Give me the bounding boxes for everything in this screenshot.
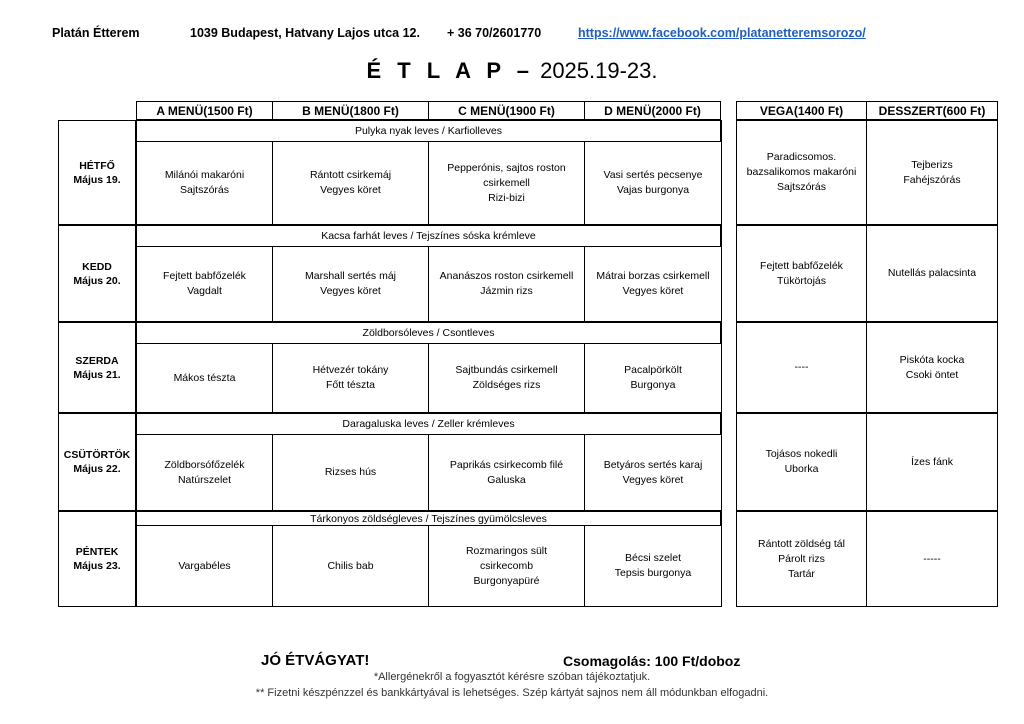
col-header-a: A MENÜ(1500 Ft) [136,101,273,120]
vega-cell [736,225,867,322]
dish-line: Főtt tészta [325,379,376,391]
dish-line: Sajtbundás csirkemell [455,364,558,376]
dish-line: Rizi-bizi [488,191,525,204]
menu-b-cell [272,246,429,322]
menu-d-cell [584,525,722,607]
dish-line: Chilis bab [327,559,374,572]
col-header-d: D MENÜ(2000 Ft) [584,101,721,120]
vega-cell [736,322,867,413]
col-header-c: C MENÜ(1900 Ft) [428,101,585,120]
dish-line: Tepsis burgonya [614,567,692,579]
dish-line: Fahéjszórás [903,173,961,186]
soup-of-the-day: Daragaluska leves / Zeller krémleves [136,413,721,435]
packaging-price: Csomagolás: 100 Ft/doboz [563,653,741,669]
menu-b-cell [272,141,429,225]
dish-line: csirkemell [483,176,530,189]
dish-line: Vegyes köret [622,473,684,486]
dish-line: csirkecomb [479,559,534,572]
dish-line: Uborka [784,463,819,475]
soup-of-the-day: Zöldborsóleves / Csontleves [136,322,721,344]
restaurant-phone: + 36 70/2601770 [447,26,542,40]
dish-line: Fejtett babfőzelék [163,270,246,282]
dish-line: Vajas burgonya [616,184,690,196]
menu-b-cell [272,434,429,511]
menu-c-cell [428,343,585,413]
menu-a-cell [136,141,273,225]
menu-d-cell [584,141,722,225]
day-label [58,511,136,607]
day-date: Május 22. [73,463,121,475]
dish-line: Mátrai borzas csirkemell [596,270,710,282]
dish-line: Sajtszórás [776,181,827,193]
dish-line: Vegyes köret [320,285,381,297]
greeting: JÓ ÉTVÁGYAT! [261,652,370,669]
dish-line: Vegyes köret [622,285,684,297]
menu-a-cell [136,343,273,413]
dish-line: Tükörtojás [776,274,827,287]
day-name: HÉTFŐ [79,159,115,172]
dish-line: Vasi sertés pecsenye [603,169,703,181]
dish-line: Rántott csirkemáj [309,169,392,181]
menu-d-cell [584,343,722,413]
day-name: SZERDA [75,354,119,367]
dish-line: Pepperónis, sajtos roston [447,161,566,174]
dish-line: Nutellás palacsinta [887,267,977,279]
dessert-cell [866,511,998,607]
dish-line: Ízes fánk [910,455,954,468]
day-label [58,322,136,413]
allergen-note: *Allergénekről a fogyasztót kérésre szóban tájékoztatjuk. [373,671,651,683]
dish-line: bazsalikomos makaróni [746,166,857,178]
vega-cell [736,413,867,511]
dish-line: Bécsi szelet [624,552,682,564]
menu-a-cell [136,246,273,322]
menu-c-cell [428,141,585,225]
menu-c-cell [428,246,585,322]
dish-line: Marshall sertés máj [304,270,397,282]
dish-line: Paprikás csirkecomb filé [449,458,564,471]
soup-of-the-day: Tárkonyos zöldségleves / Tejszínes gyümölcsleves [136,511,721,526]
vega-cell [736,120,867,225]
menu-b-cell [272,343,429,413]
dish-line: Zöldséges rizs [472,379,541,391]
dish-line: Vegyes köret [320,184,381,196]
menu-b-cell [272,525,429,607]
facebook-link[interactable]: https://www.facebook.com/platanetteremsorozo/ [578,26,866,40]
dish-line: Csoki öntet [905,368,959,381]
restaurant-address: 1039 Budapest, Hatvany Lajos utca 12. [190,26,420,40]
dessert-cell [866,120,998,225]
dish-line: ----- [923,552,941,565]
dish-line: Paradicsomos. [766,151,837,163]
day-label [58,120,136,225]
dish-line: Milánói makaróni [164,169,245,181]
dish-line: Rozmaringos sült [465,544,548,557]
dish-line: Rizses hús [324,466,377,478]
dish-line: Natúrszelet [177,473,232,486]
day-label [58,225,136,322]
payment-note: ** Fizetni készpénzzel és bankkártyával is lehetséges. Szép kártyát sajnos nem áll módunkban elfogadni. [255,687,769,699]
soup-of-the-day: Pulyka nyak leves / Karfiolleves [136,120,721,142]
soup-of-the-day: Kacsa farhát leves / Tejszínes sóska krémleve [136,225,721,247]
menu-c-cell [428,525,585,607]
dish-line: Vagdalt [187,285,222,297]
title-main: É T L A P – [366,58,534,83]
dish-line: Burgonyapüré [473,574,540,587]
dessert-cell [866,225,998,322]
dessert-cell [866,322,998,413]
dish-line: Burgonya [630,379,676,391]
dessert-cell [866,413,998,511]
vega-cell [736,511,867,607]
dish-line: Sajtszórás [179,184,230,196]
dish-line: ---- [794,361,809,373]
day-name: CSÜTÖRTÖK [63,449,131,461]
menu-a-cell [136,434,273,511]
dish-line: Fejtett babfőzelék [760,259,843,272]
day-date: Május 21. [73,368,121,381]
dish-line: Tejberizs [911,158,953,171]
day-date: Május 19. [73,173,121,186]
col-header-dessert: DESSZERT(600 Ft) [866,101,998,120]
dish-line: Jázmin rizs [480,285,533,297]
day-name: KEDD [82,260,112,273]
dish-line: Tojásos nokedli [765,448,838,460]
menu-c-cell [428,434,585,511]
day-label [58,413,136,511]
dish-line: Hétvezér tokány [312,364,389,376]
menu-a-cell [136,525,273,607]
menu-d-cell [584,246,722,322]
dish-line: Vargabéles [178,559,231,572]
dish-line: Párolt rizs [778,552,825,565]
day-date: Május 23. [73,560,121,572]
dish-line: Pacalpörkölt [624,364,682,376]
page-title [0,58,1024,84]
menu-d-cell [584,434,722,511]
dish-line: Mákos tészta [173,371,236,384]
col-header-b: B MENÜ(1800 Ft) [272,101,429,120]
dish-line: Rántott zöldség tál [758,537,845,550]
dish-line: Ananászos roston csirkemell [439,270,574,282]
dish-line: Tartár [788,567,815,580]
dish-line: Piskóta kocka [899,353,965,366]
day-date: Május 20. [73,274,121,287]
restaurant-name: Platán Étterem [52,26,140,40]
dish-line: Galuska [487,473,526,486]
col-header-vega: VEGA(1400 Ft) [736,101,867,120]
day-name: PÉNTEK [75,546,119,558]
dish-line: Zöldborsófőzelék [164,458,245,471]
dish-line: Betyáros sertés karaj [603,458,703,471]
title-dates: 2025.19-23. [540,58,658,83]
